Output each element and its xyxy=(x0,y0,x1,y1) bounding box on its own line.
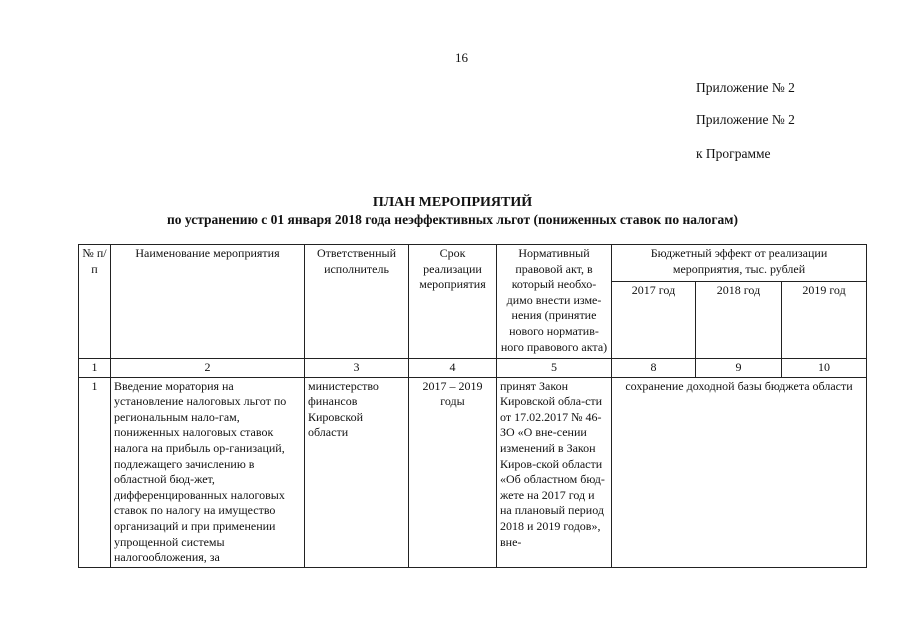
row-legal-act: принят Закон Кировской обла-сти от 17.02.2017 № 46-ЗО «О вне-сении изменений в Закон Киров-ской области «Об областном бюд-жете на 2017 год и на плановый период 2018 и 2019 годов», вне- xyxy=(497,377,612,567)
measures-table xyxy=(78,244,867,568)
header-term: Срок реализации мероприятия xyxy=(409,245,497,359)
row-num: 1 xyxy=(79,377,111,567)
header-row xyxy=(79,245,867,282)
column-number: 10 xyxy=(782,359,867,378)
table-row xyxy=(79,377,867,567)
column-number: 9 xyxy=(696,359,782,378)
column-number: 2 xyxy=(111,359,305,378)
annex-label: Приложение № 2 xyxy=(696,112,795,127)
header-act: Нормативный правовой акт, в который необхо-димо внести изме-нения (принятие нового норматив-ного правового акта) xyxy=(497,245,612,359)
row-measure-name: Введение моратория на установление налоговых льгот по региональным нало-гам, пониженных налоговых ставок налога на прибыль ор-ганизаций, подлежащего зачислению в областной бюд-жет, дифференцированных налоговых ставок по налогу на имущество организаций и при применении упрощенной системы налогообложения, за xyxy=(111,377,305,567)
annex-program-label: к Программе xyxy=(696,146,771,161)
row-budget-effect: сохранение доходной базы бюджета области xyxy=(612,377,867,567)
row-term: 2017 – 2019 годы xyxy=(409,377,497,567)
document-title: ПЛАН МЕРОПРИЯТИЙ xyxy=(372,195,533,210)
column-number: 5 xyxy=(497,359,612,378)
column-number: 4 xyxy=(409,359,497,378)
row-executor: министерство финансов Кировской области xyxy=(305,377,409,567)
header-executor: Ответственный исполнитель xyxy=(305,245,409,359)
column-number: 8 xyxy=(612,359,696,378)
header-year-2017: 2017 год xyxy=(612,282,696,359)
annex-label: Приложение № 2 xyxy=(696,80,795,95)
column-number-row xyxy=(79,359,867,378)
header-name: Наименование мероприятия xyxy=(111,245,305,359)
header-year-2019: 2019 год xyxy=(782,282,867,359)
header-num: № п/п xyxy=(79,245,111,359)
header-year-2018: 2018 год xyxy=(696,282,782,359)
page-number: 16 xyxy=(455,50,468,65)
document-subtitle: по устранению с 01 января 2018 года неэффективных льгот (пониженных ставок по налогам) xyxy=(166,212,739,227)
column-number: 1 xyxy=(79,359,111,378)
header-budget-effect: Бюджетный эффект от реализации мероприятия, тыс. рублей xyxy=(612,245,867,282)
column-number: 3 xyxy=(305,359,409,378)
